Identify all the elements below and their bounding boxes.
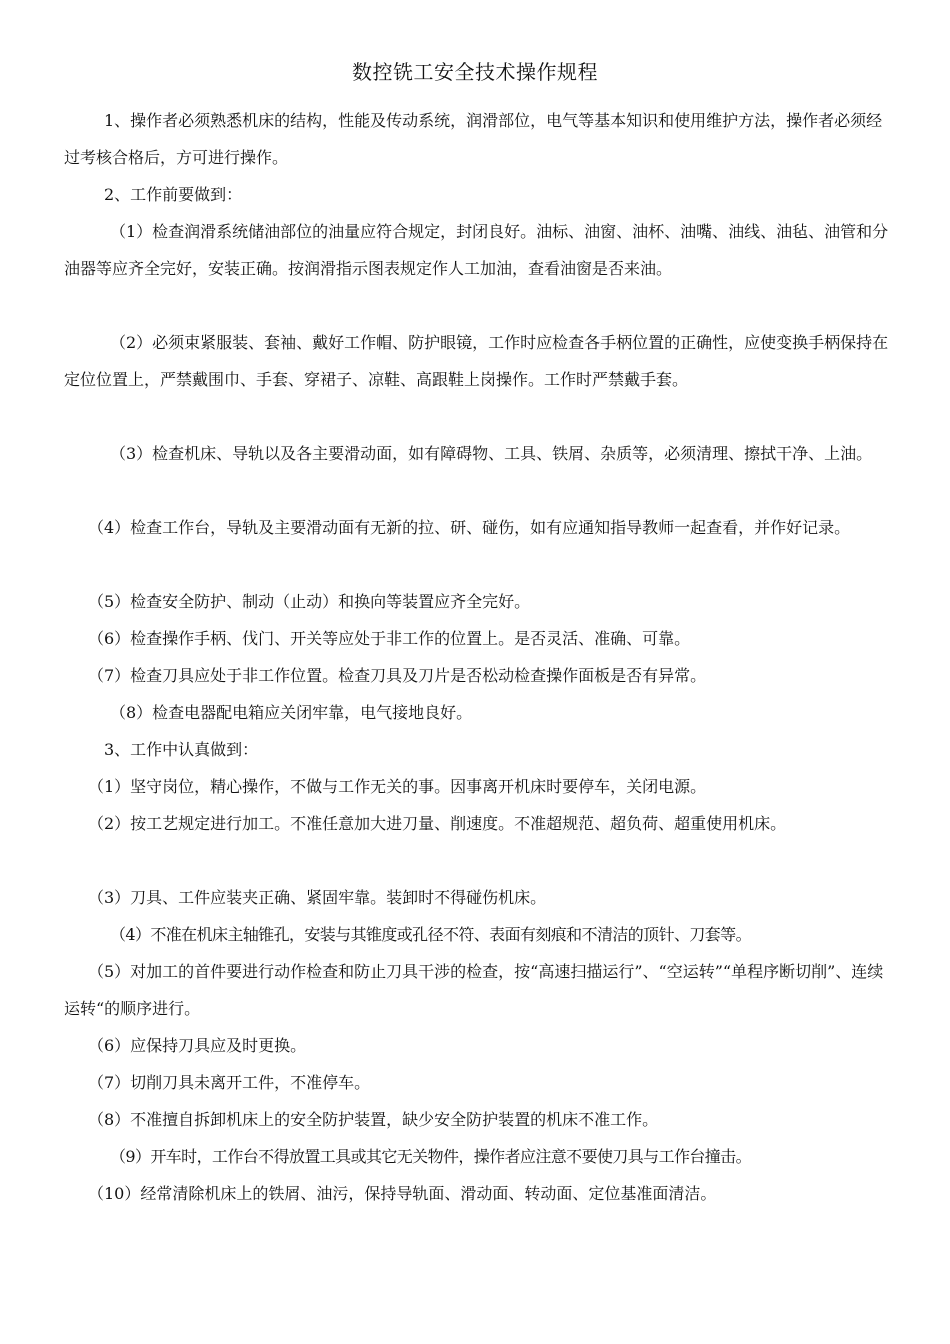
paragraph: （7）切削刀具未离开工件，不准停车。: [88, 1073, 371, 1092]
paragraph: 3、工作中认真做到：: [104, 740, 259, 759]
paragraph: （6）检查操作手柄、伐门、开关等应处于非工作的位置上。是否灵活、准确、可靠。: [88, 629, 691, 648]
paragraph: （9）开车时，工作台不得放置工具或其它无关物件，操作者应注意不要使刀具与工作台撞击。: [110, 1147, 751, 1166]
document-title: 数控铣工安全技术操作规程: [352, 60, 598, 84]
paragraph: （6）应保持刀具应及时更换。: [88, 1036, 307, 1055]
paragraph: 1、操作者必须熟悉机床的结构，性能及传动系统，润滑部位，电气等基本知识和使用维护方法，操作者必须经过考核合格后，方可进行操作。: [64, 111, 883, 167]
paragraph: （5）检查安全防护、制动（止动）和换向等装置应齐全完好。: [88, 592, 531, 611]
paragraph: （8）不准擅自拆卸机床上的安全防护装置，缺少安全防护装置的机床不准工作。: [88, 1110, 659, 1129]
paragraph: （3）刀具、工件应装夹正确、紧固牢靠。装卸时不得碰伤机床。: [88, 888, 547, 907]
paragraph: （1）坚守岗位，精心操作，不做与工作无关的事。因事离开机床时要停车，关闭电源。: [88, 777, 707, 796]
paragraph: （4）检查工作台，导轨及主要滑动面有无新的拉、研、碰伤，如有应通知指导教师一起查看，并作好记录。: [88, 518, 851, 537]
paragraph: （2）必须束紧服装、套袖、戴好工作帽、防护眼镜，工作时应检查各手柄位置的正确性，应使变换手柄保持在定位位置上，严禁戴围巾、手套、穿裙子、凉鞋、高跟鞋上岗操作。工作时严禁戴手套。: [64, 333, 889, 389]
paragraph: （1）检查润滑系统储油部位的油量应符合规定，封闭良好。油标、油窗、油杯、油嘴、油线、油毡、油管和分油器等应齐全完好，安装正确。按润滑指示图表规定作人工加油，查看油窗是否来油。: [64, 222, 889, 278]
paragraph: （2）按工艺规定进行加工。不准任意加大进刀量、削速度。不准超规范、超负荷、超重使用机床。: [88, 814, 787, 833]
paragraph: （8）检查电器配电箱应关闭牢靠，电气接地良好。: [110, 703, 473, 722]
paragraph: 2、工作前要做到：: [104, 185, 243, 204]
paragraph: （5）对加工的首件要进行动作检查和防止刀具干涉的检查，按“高速扫描运行”、“空运转”“单程序断切削”、连续运转“的顺序进行。: [64, 962, 884, 1018]
paragraph: （7）检查刀具应处于非工作位置。检查刀具及刀片是否松动检查操作面板是否有异常。: [88, 666, 707, 685]
paragraph: （10）经常清除机床上的铁屑、油污，保持导轨面、滑动面、转动面、定位基准面清洁。: [88, 1184, 717, 1203]
paragraph: （4）不准在机床主轴锥孔，安装与其锥度或孔径不符、表面有刻痕和不清洁的顶针、刀套等。: [110, 925, 751, 944]
paragraph: （3）检查机床、导轨以及各主要滑动面，如有障碍物、工具、铁屑、杂质等，必须清理、擦拭干净、上油。: [110, 444, 873, 463]
